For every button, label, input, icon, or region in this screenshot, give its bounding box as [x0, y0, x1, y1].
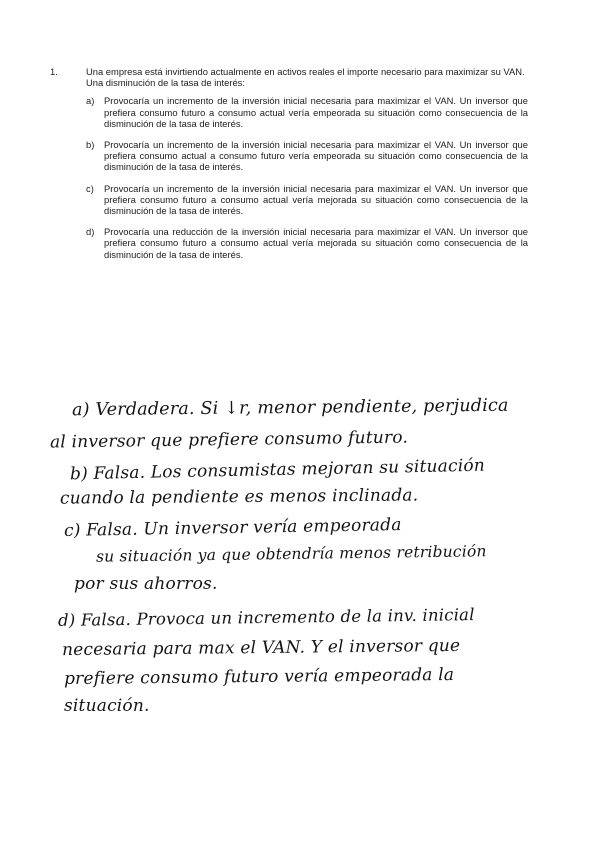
answer-d-line-2: necesaria para max el VAN. Y el inversor que: [61, 635, 461, 661]
answer-d-line-4: situación.: [64, 696, 150, 716]
option-text: Provocaría un incremento de la inversión inicial necesaria para maximizar el VAN. Un inversor que prefiera consumo futuro a consumo actual vería empeorada su situación como consecuencia de la disminución de la tasa de interés.: [104, 95, 528, 129]
option-letter: a): [86, 95, 95, 107]
option-letter: b): [86, 139, 95, 151]
question-block: [50, 66, 528, 270]
answer-a-line-1: a) Verdadera. Si ↓r, menor pendiente, perjudica: [71, 395, 509, 421]
answer-c-line-1: c) Falsa. Un inversor vería empeorada: [63, 515, 402, 541]
answer-c-line-2: su situación ya que obtendría menos retribución: [95, 542, 487, 566]
option-text: Provocaría un incremento de la inversión inicial necesaria para maximizar el VAN. Un inversor que prefiera consumo actual a consumo futuro vería empeorada su situación como consecuencia de la disminución de la tasa de interés.: [104, 139, 528, 173]
answer-c-line-3: por sus ahorros.: [74, 574, 218, 594]
option-d: [86, 226, 528, 260]
option-letter: d): [86, 226, 95, 238]
question-number: 1.: [50, 66, 58, 77]
option-text: Provocaría una reducción de la inversión inicial necesaria para maximizar el VAN. Un inversor que prefiera consumo futuro a consumo actual vería mejorada su situación como consecuencia de la disminución de la tasa de interés.: [104, 226, 528, 260]
question-stem: Una empresa está invirtiendo actualmente en activos reales el importe necesario para maximizar su VAN. Una disminución de la tasa de interés:: [86, 66, 525, 89]
option-b: [86, 139, 528, 173]
option-text: Provocaría un incremento de la inversión inicial necesaria para maximizar el VAN. Un inversor que prefiera consumo futuro a consumo actual vería mejorada su situación como consecuencia de la disminución de la tasa de interés.: [104, 182, 528, 217]
answer-d-line-1: d) Falsa. Provoca un incremento de la inv. inicial: [57, 605, 475, 630]
question-header: [50, 66, 528, 88]
option-a: [86, 95, 528, 129]
option-letter: c): [86, 182, 94, 194]
options-list: [86, 95, 528, 259]
answer-a-line-2: al inversor que prefiere consumo futuro.: [49, 427, 409, 453]
answer-d-line-3: prefiere consumo futuro vería empeorada la: [63, 664, 455, 690]
option-c: [86, 183, 528, 217]
answer-b-line-2: cuando la pendiente es menos inclinada.: [59, 485, 419, 509]
answer-b-line-1: b) Falsa. Los consumistas mejoran su situación: [69, 455, 486, 485]
